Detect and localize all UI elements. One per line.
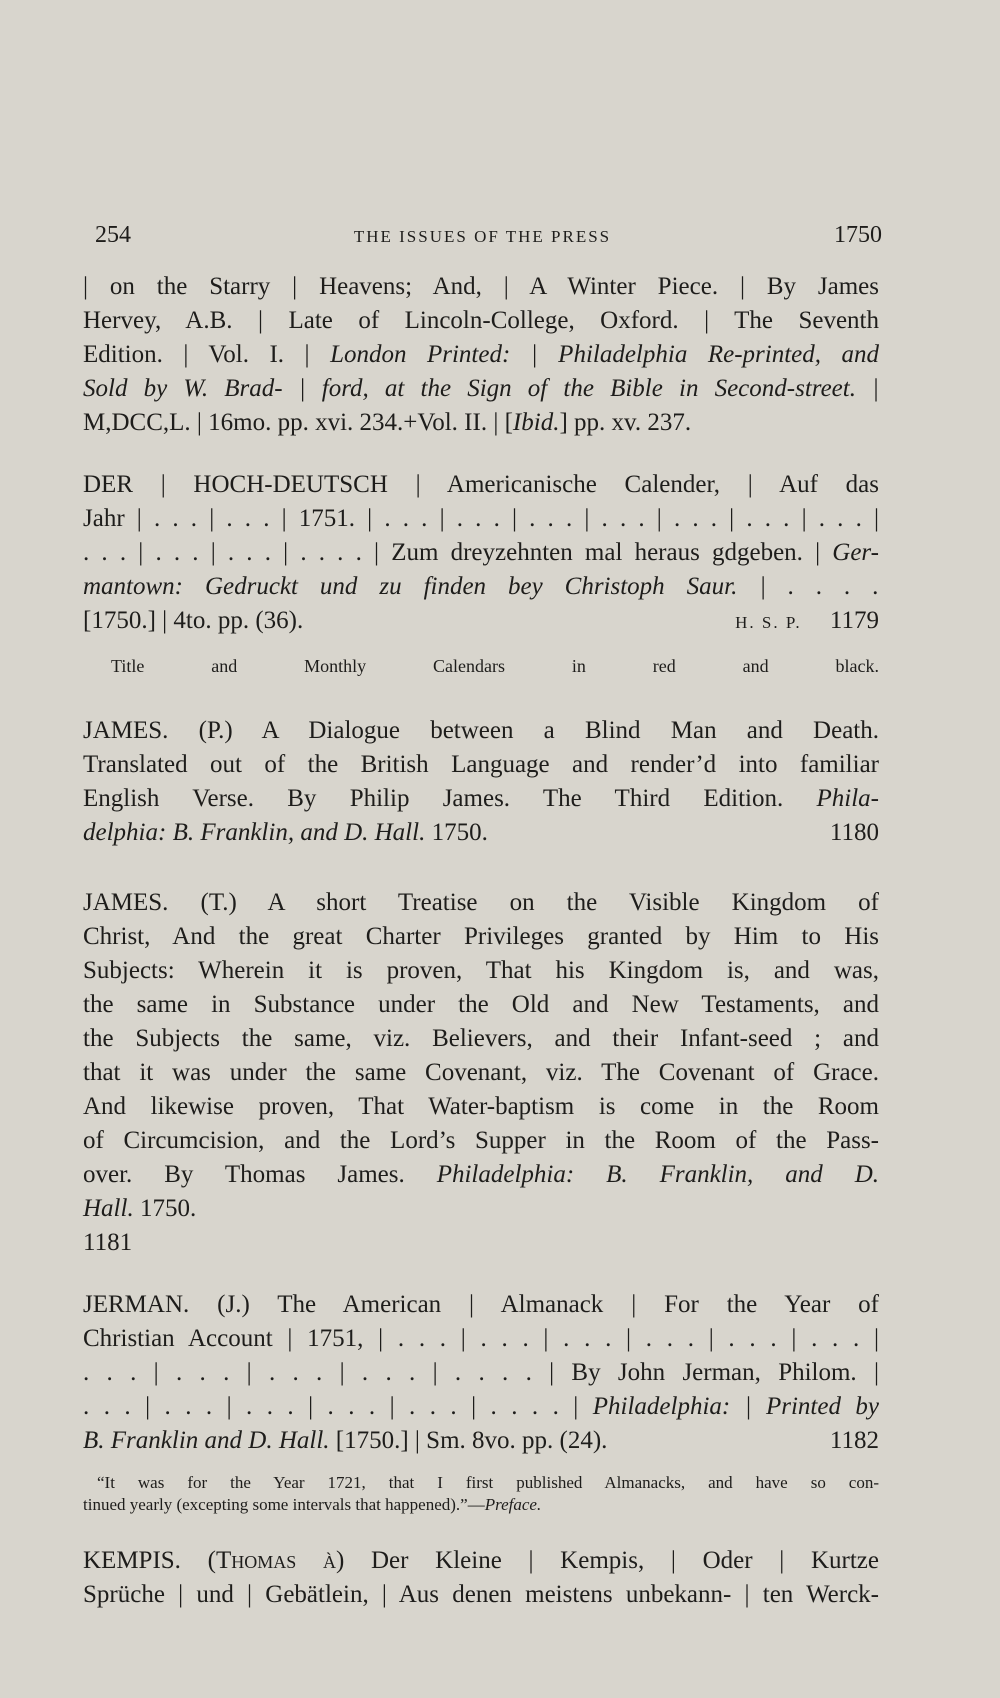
header-year: 1750 (833, 222, 882, 248)
text-line: Edition. | Vol. I. | London Printed: | Philadelphia Re-printed, and (83, 341, 879, 368)
entry-footer (83, 816, 879, 850)
page-number: 254 (95, 222, 131, 248)
entry-1181 (83, 886, 879, 1260)
text-line: . . . | . . . | . . . | . . . . | Zum dreyzehnten mal heraus gdgeben. | Ger- (83, 539, 879, 566)
entry-note: Title and Monthly Calendars in red and black. (111, 656, 879, 676)
text-line: JAMES. (P.) A Dialogue between a Blind Man and Death. (83, 717, 879, 744)
text-line: Jahr | . . . | . . . | 1751. | . . . | . . . | . . . | . . . | . . . | . . . | . . . | (83, 505, 879, 532)
page-header (95, 222, 882, 249)
text-line: over. By Thomas James. Philadelphia: B. Franklin, and D. (83, 1161, 879, 1188)
running-title: THE ISSUES OF THE PRESS (353, 227, 612, 246)
text-line: KEMPIS. (Thomas à) Der Kleine | Kempis, | Oder | Kurtze (83, 1547, 879, 1574)
text-line: [1750.] | 4to. pp. (36). (83, 607, 304, 634)
entry-quote: “It was for the Year 1721, that I first published Almanacks, and have so con- tinued yearly (excepting some intervals that happened).”—Preface. (83, 1473, 879, 1514)
text-line: JERMAN. (J.) The American | Almanack | For the Year of (83, 1291, 879, 1318)
text-line: M,DCC,L. | 16mo. pp. xvi. 234.+Vol. II. | [Ibid.] pp. xv. 237. (83, 409, 692, 436)
text-line: Sprüche | und | Gebätlein, | Aus denen meistens unbekann- | ten Werck- (83, 1581, 879, 1608)
text-line: Hervey, A.B. | Late of Lincoln-College, Oxford. | The Seventh (83, 307, 879, 334)
text-line: B. Franklin and D. Hall. [1750.] | Sm. 8vo. pp. (24). (83, 1427, 608, 1454)
entry-number: 1179 (829, 607, 879, 634)
entry-number: 1180 (829, 819, 879, 846)
text-line: of Circumcision, and the Lord’s Supper in the Room of the Pass- (83, 1127, 879, 1154)
text-line: DER | HOCH-DEUTSCH | Americanische Calender, | Auf das (83, 471, 879, 498)
text-line: Sold by W. Brad- | ford, at the Sign of the Bible in Second-street. | (83, 375, 879, 402)
entry-number: 1182 (829, 1427, 879, 1454)
text-line: English Verse. By Philip James. The Third Edition. Phila- (83, 785, 879, 812)
entry-1179 (83, 468, 879, 678)
text-line: the same in Substance under the Old and New Testaments, and (83, 991, 879, 1018)
text-line: Subjects: Wherein it is proven, That his Kingdom is, and was, (83, 957, 879, 984)
text-line: that it was under the same Covenant, viz. The Covenant of Grace. (83, 1059, 879, 1086)
entry-kempis (83, 1544, 879, 1612)
text-line: . . . | . . . | . . . | . . . | . . . . | By John Jerman, Philom. | (83, 1359, 879, 1386)
page-content (83, 270, 879, 1612)
text-line: . . . | . . . | . . . | . . . | . . . | . . . . | Philadelphia: | Printed by (83, 1393, 879, 1420)
text-line: the Subjects the same, viz. Believers, and their Infant-seed ; and (83, 1025, 879, 1052)
text-line: Hall. 1750. (83, 1195, 197, 1222)
text-line: And likewise proven, That Water-baptism is come in the Room (83, 1093, 879, 1120)
entry-1182 (83, 1288, 879, 1516)
entry-footer (83, 1226, 879, 1260)
text-line: Translated out of the British Language and render’d into familiar (83, 751, 879, 778)
entry-1180 (83, 714, 879, 850)
entry-footer (83, 604, 879, 640)
text-line: mantown: Gedruckt und zu finden bey Christoph Saur. | . . . . (83, 573, 879, 600)
entry-footer (83, 1424, 879, 1458)
holding-tag: H. S. P. (735, 613, 802, 632)
entry-hervey (83, 270, 879, 440)
entry-number: 1181 (83, 1229, 133, 1256)
text-line: JAMES. (T.) A short Treatise on the Visible Kingdom of (83, 889, 879, 916)
text-line: | on the Starry | Heavens; And, | A Winter Piece. | By James (83, 273, 879, 300)
text-line: Christian Account | 1751, | . . . | . . . | . . . | . . . | . . . | . . . | (83, 1325, 879, 1352)
text-line: delphia: B. Franklin, and D. Hall. 1750. (83, 819, 488, 846)
text-line: Christ, And the great Charter Privileges granted by Him to His (83, 923, 879, 950)
